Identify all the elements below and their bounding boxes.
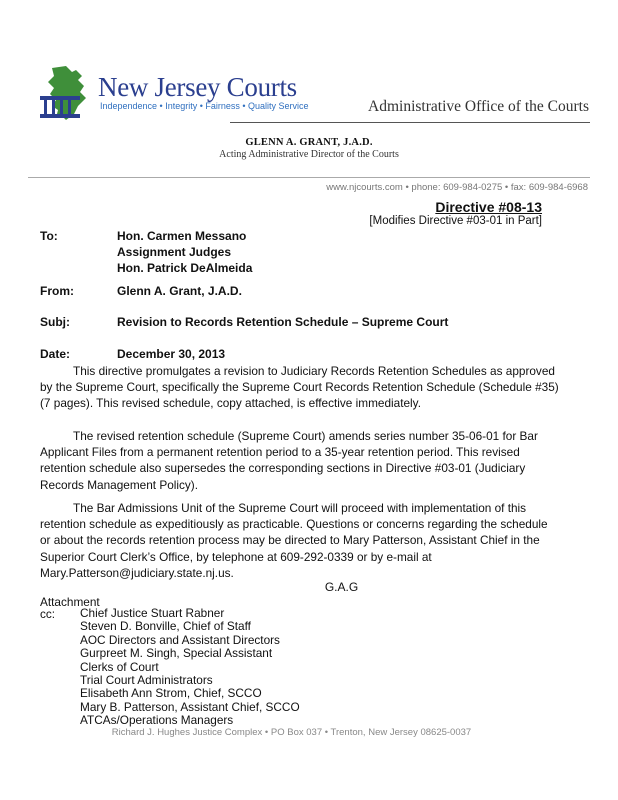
directive-modifies: [Modifies Directive #03-01 in Part] <box>369 215 542 227</box>
body-paragraph: The Bar Admissions Unit of the Supreme Court will proceed with implementation of this retention schedule as expeditiously as practicable. Questions or concerns regarding the schedule or about the records retention process may be directed to Mary Patterson, Assistant Chief in the Superior Court Clerk’s Office, by telephone at 609-292-0339 or by e-mail at Mary.Patterson@judiciary.state.nj.us. <box>40 501 548 580</box>
office-name: Administrative Office of the Courts <box>368 98 589 115</box>
to-line: Assignment Judges <box>117 245 232 259</box>
cc-item: Elisabeth Ann Strom, Chief, SCCO <box>80 686 262 701</box>
attachment-label: Attachment <box>40 595 100 609</box>
cc-item: Trial Court Administrators <box>80 673 213 688</box>
from-label: From: <box>40 284 74 298</box>
director-name: GLENN A. GRANT, J.A.D. <box>245 137 373 148</box>
to-recipients <box>117 228 252 276</box>
contact-info: www.njcourts.com • phone: 609-984-0275 • fax: 609-984-6968 <box>326 182 588 193</box>
directive-number: Directive #08-13 <box>435 199 542 215</box>
body-paragraph: This directive promulgates a revision to Judiciary Records Retention Schedules as approved by the Supreme Court, specifically the Supreme Court Records Retention Schedule (Schedule #35) (7 pages). This revised schedule, copy attached, is effective immediately. <box>40 364 559 411</box>
cc-label: cc: <box>40 607 56 621</box>
cc-item: Chief Justice Stuart Rabner <box>80 606 225 620</box>
subj-value: Revision to Records Retention Schedule – Supreme Court <box>117 315 449 329</box>
cc-item: ATCAs/Operations Managers <box>80 713 234 728</box>
contact-divider <box>28 177 590 178</box>
cc-item: Gurpreet M. Singh, Special Assistant <box>80 646 273 661</box>
nj-courts-logo-icon <box>38 66 96 122</box>
date-value: December 30, 2013 <box>117 347 226 361</box>
director-role: Acting Administrative Director of the Courts <box>219 149 399 160</box>
brand-title: New Jersey Courts <box>98 72 297 102</box>
cc-list <box>80 607 300 728</box>
cc-item: Mary B. Patterson, Assistant Chief, SCCO <box>80 699 300 714</box>
footer-address: Richard J. Hughes Justice Complex • PO Box 037 • Trenton, New Jersey 08625-0037 <box>111 727 472 738</box>
cc-item: Steven D. Bonville, Chief of Staff <box>80 619 251 634</box>
body-paragraph: The revised retention schedule (Supreme Court) amends series number 35-06-01 for Bar Applicant Files from a permanent retention period to a 35-year retention period. This revised retention schedule also supersedes the corresponding sections in Directive #03-01 (Judiciary Records Management Policy). <box>40 429 538 492</box>
subj-label: Subj: <box>40 315 70 329</box>
cc-item: AOC Directors and Assistant Directors <box>80 632 280 647</box>
brand-tagline: Independence • Integrity • Fairness • Quality Service <box>100 101 309 111</box>
to-line: Hon. Carmen Messano <box>117 229 247 243</box>
to-line: Hon. Patrick DeAlmeida <box>117 261 253 275</box>
to-label: To: <box>40 229 58 243</box>
from-value: Glenn A. Grant, J.A.D. <box>117 284 242 298</box>
header-divider <box>230 122 590 123</box>
cc-item: Clerks of Court <box>80 659 159 674</box>
signature-initials: G.A.G <box>324 580 359 594</box>
date-label: Date: <box>40 347 71 361</box>
